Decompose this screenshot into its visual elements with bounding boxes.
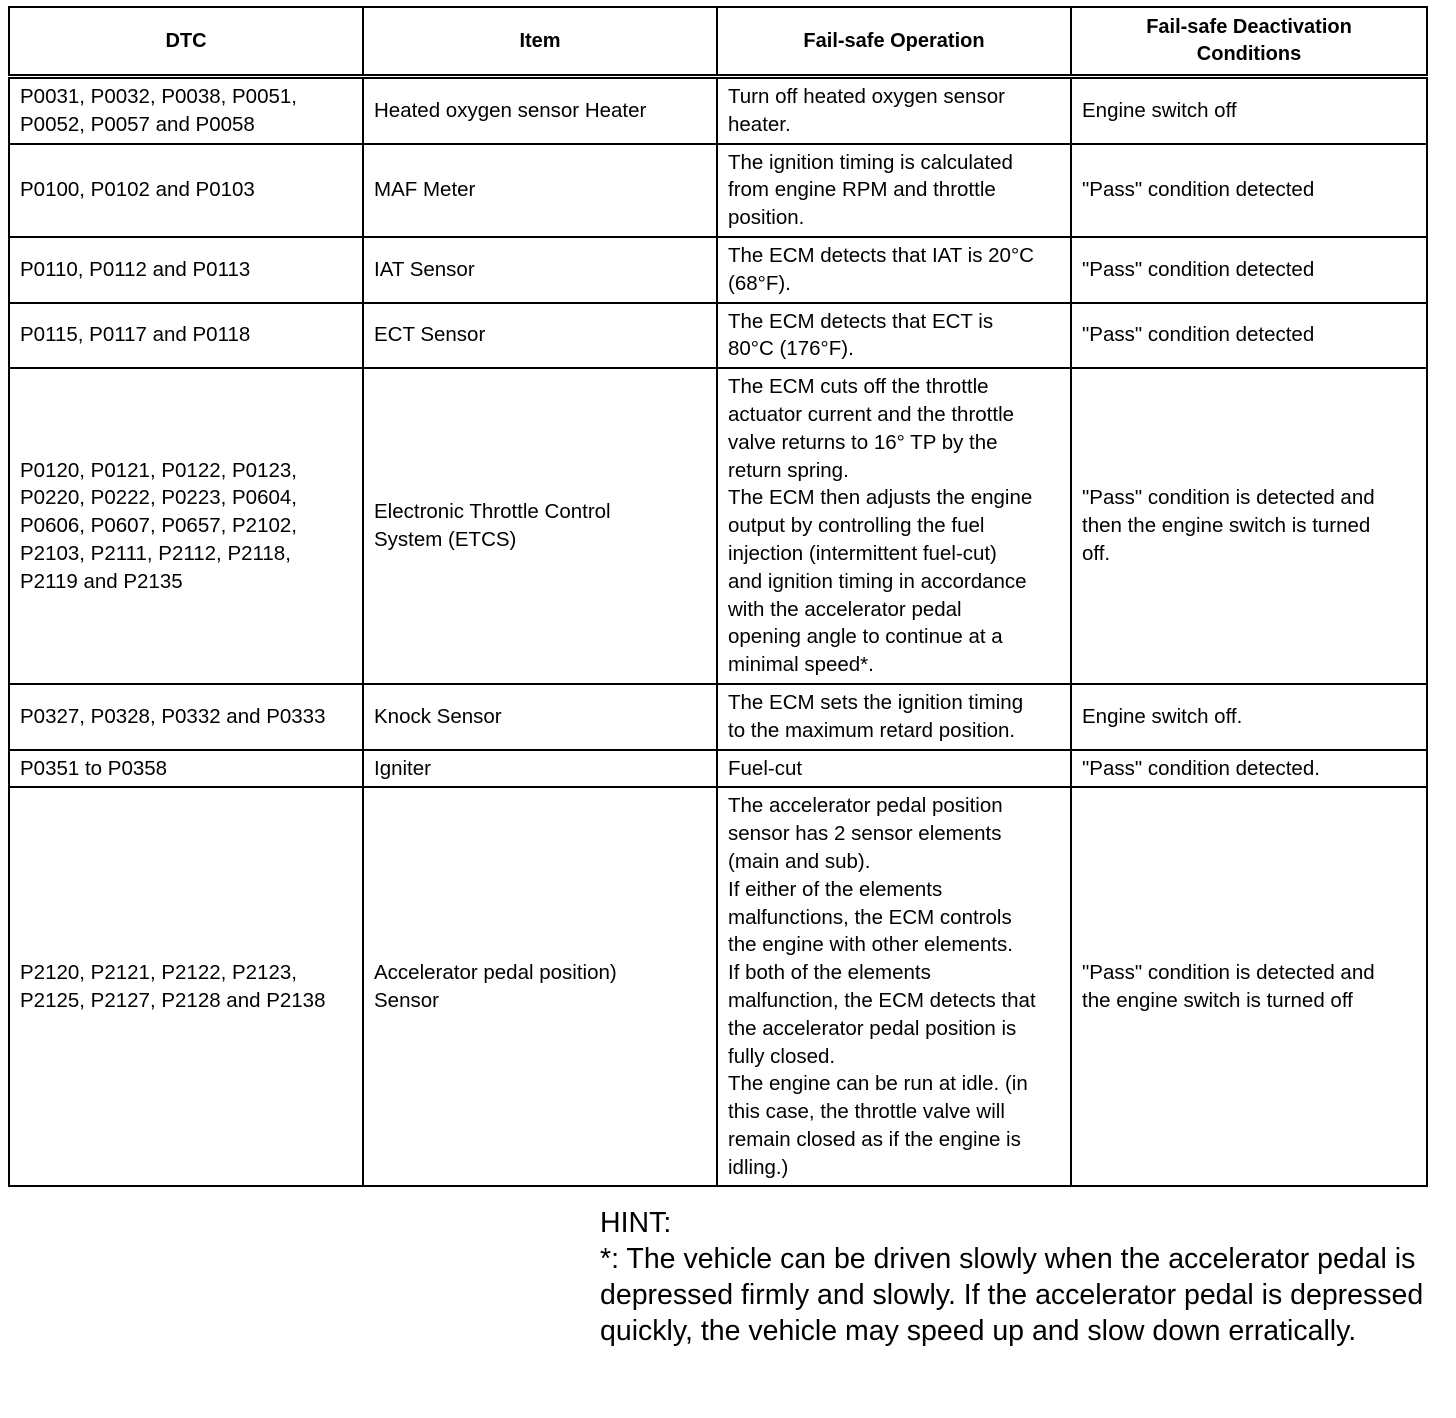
hint-title: HINT: [600, 1207, 672, 1239]
cell-dtc: P0115, P0117 and P0118 [9, 303, 363, 369]
table-row [9, 684, 1427, 750]
table-header-row [9, 7, 1427, 77]
cell-operation: The ignition timing is calculated from engine RPM and throttle position. [717, 144, 1071, 237]
header-fail-safe-deactivation: Fail-safe Deactivation Conditions [1071, 7, 1427, 77]
cell-dtc: P0100, P0102 and P0103 [9, 144, 363, 237]
cell-item: Igniter [363, 750, 717, 788]
cell-item: Heated oxygen sensor Heater [363, 77, 717, 144]
cell-operation: The ECM cuts off the throttle actuator current and the throttle valve returns to 16° TP by the return spring. The ECM then adjusts the engine output by controlling the fuel injection (intermittent fuel-cut) and ignition timing in accordance with the accelerator pedal opening angle to continue at a minimal speed*. [717, 368, 1071, 684]
cell-item: ECT Sensor [363, 303, 717, 369]
cell-deactivation: "Pass" condition detected. [1071, 750, 1427, 788]
hint-text: *: The vehicle can be driven slowly when the accelerator pedal is depressed firmly and slowly. If the accelerator pedal is depressed quickly, the vehicle may speed up and slow down erratically. [600, 1243, 1424, 1347]
cell-deactivation: "Pass" condition detected [1071, 144, 1427, 237]
hint-note [600, 1205, 1430, 1349]
cell-dtc: P0327, P0328, P0332 and P0333 [9, 684, 363, 750]
cell-deactivation: "Pass" condition detected [1071, 237, 1427, 303]
cell-deactivation: Engine switch off. [1071, 684, 1427, 750]
cell-item: IAT Sensor [363, 237, 717, 303]
cell-operation: Turn off heated oxygen sensor heater. [717, 77, 1071, 144]
fail-safe-table [8, 6, 1428, 1187]
cell-dtc: P0120, P0121, P0122, P0123, P0220, P0222, P0223, P0604, P0606, P0607, P0657, P2102, P2103, P2111, P2112, P2118, P2119 and P2135 [9, 368, 363, 684]
cell-item: MAF Meter [363, 144, 717, 237]
cell-operation: The accelerator pedal position sensor has 2 sensor elements (main and sub). If either of the elements malfunctions, the ECM controls the engine with other elements. If both of the elements malfunction, the ECM detects that the accelerator pedal position is fully closed. The engine can be run at idle. (in this case, the throttle valve will remain closed as if the engine is idling.) [717, 787, 1071, 1186]
cell-dtc: P0031, P0032, P0038, P0051, P0052, P0057 and P0058 [9, 77, 363, 144]
table-row [9, 368, 1427, 684]
cell-item: Knock Sensor [363, 684, 717, 750]
cell-dtc: P2120, P2121, P2122, P2123, P2125, P2127, P2128 and P2138 [9, 787, 363, 1186]
table-row [9, 144, 1427, 237]
table-row [9, 237, 1427, 303]
cell-deactivation: "Pass" condition detected [1071, 303, 1427, 369]
cell-operation: The ECM sets the ignition timing to the maximum retard position. [717, 684, 1071, 750]
cell-deactivation: "Pass" condition is detected and then the engine switch is turned off. [1071, 368, 1427, 684]
cell-item: Accelerator pedal position) Sensor [363, 787, 717, 1186]
cell-deactivation: "Pass" condition is detected and the engine switch is turned off [1071, 787, 1427, 1186]
cell-dtc: P0110, P0112 and P0113 [9, 237, 363, 303]
cell-operation: The ECM detects that ECT is 80°C (176°F). [717, 303, 1071, 369]
table-row [9, 787, 1427, 1186]
table-row [9, 77, 1427, 144]
header-fail-safe-operation: Fail-safe Operation [717, 7, 1071, 77]
cell-operation: Fuel-cut [717, 750, 1071, 788]
cell-deactivation: Engine switch off [1071, 77, 1427, 144]
cell-dtc: P0351 to P0358 [9, 750, 363, 788]
cell-operation: The ECM detects that IAT is 20°C (68°F). [717, 237, 1071, 303]
header-item: Item [363, 7, 717, 77]
header-dtc: DTC [9, 7, 363, 77]
table-row [9, 303, 1427, 369]
table-row [9, 750, 1427, 788]
cell-item: Electronic Throttle Control System (ETCS) [363, 368, 717, 684]
